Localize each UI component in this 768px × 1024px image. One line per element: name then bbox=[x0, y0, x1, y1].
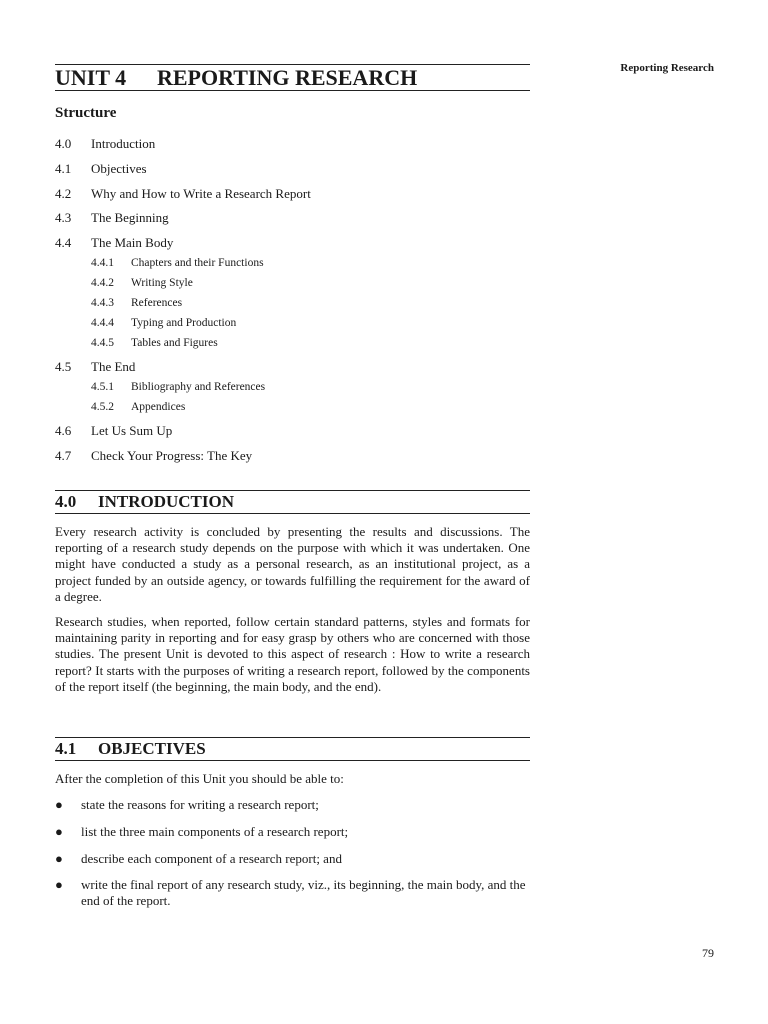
toc-item: 4.5 The End bbox=[55, 359, 136, 374]
list-item: ● write the final report of any research study, viz., its beginning, the main body, and the end of the report. bbox=[55, 877, 526, 909]
bullet-icon: ● bbox=[55, 877, 63, 892]
toc-item: 4.7 Check Your Progress: The Key bbox=[55, 448, 253, 463]
bullet-icon: ● bbox=[55, 824, 63, 839]
intro-paragraph: Every research activity is concluded by presenting the results and discussions. The reporting of a research study depends on the purpose with which it was undertaken. One might have conducted a study as a personal research, as an institutional project, as a project funded by an outside agency, or towards fulfilling the requirement for the award of a degree. bbox=[55, 524, 530, 604]
unit-title-text: REPORTING RESEARCH bbox=[157, 65, 418, 90]
bullet-icon: ● bbox=[55, 851, 63, 866]
toc-subitem: 4.5.1 Bibliography and References bbox=[91, 381, 266, 393]
structure-heading: Structure bbox=[55, 105, 117, 121]
page-number: 79 bbox=[702, 946, 714, 960]
section-number: 4.0 bbox=[55, 492, 77, 511]
toc-item: 4.0 Introduction bbox=[55, 136, 156, 151]
toc-item: 4.2 Why and How to Write a Research Report bbox=[55, 186, 311, 201]
toc-subitem: 4.5.2 Appendices bbox=[91, 401, 186, 413]
toc-subitem: 4.4.4 Typing and Production bbox=[91, 317, 237, 329]
objectives-lead: After the completion of this Unit you should be able to: bbox=[55, 771, 344, 786]
toc-item: 4.1 Objectives bbox=[55, 161, 147, 176]
bullet-icon: ● bbox=[55, 797, 63, 812]
toc-subitem: 4.4.1 Chapters and their Functions bbox=[91, 257, 264, 269]
toc-subitem: 4.4.2 Writing Style bbox=[91, 277, 193, 289]
intro-paragraph: Research studies, when reported, follow certain standard patterns, styles and formats for maintaining parity in reporting and for easy grasp by others who are concerned with those studies. The present Unit is devoted to this aspect of research : How to write a research report? It starts with the purposes of writing a research report, followed by the components of the report itself (the beginning, the main body, and the end). bbox=[55, 614, 530, 694]
unit-number: UNIT 4 bbox=[55, 65, 127, 90]
toc-item: 4.6 Let Us Sum Up bbox=[55, 423, 173, 438]
section-heading-introduction bbox=[55, 490, 530, 514]
list-item: ● list the three main components of a research report; bbox=[55, 824, 349, 839]
list-item: ● describe each component of a research report; and bbox=[55, 851, 342, 866]
section-title: INTRODUCTION bbox=[98, 492, 235, 511]
toc-item: 4.3 The Beginning bbox=[55, 210, 169, 225]
running-head: Reporting Research bbox=[620, 62, 714, 74]
toc-subitem: 4.4.3 References bbox=[91, 297, 183, 309]
toc-subitem: 4.4.5 Tables and Figures bbox=[91, 337, 218, 349]
list-item: ● state the reasons for writing a research report; bbox=[55, 797, 319, 812]
section-number: 4.1 bbox=[55, 739, 77, 758]
unit-title bbox=[55, 64, 530, 91]
section-title: OBJECTIVES bbox=[98, 739, 206, 758]
toc-item: 4.4 The Main Body bbox=[55, 235, 174, 250]
section-heading-objectives bbox=[55, 737, 530, 761]
